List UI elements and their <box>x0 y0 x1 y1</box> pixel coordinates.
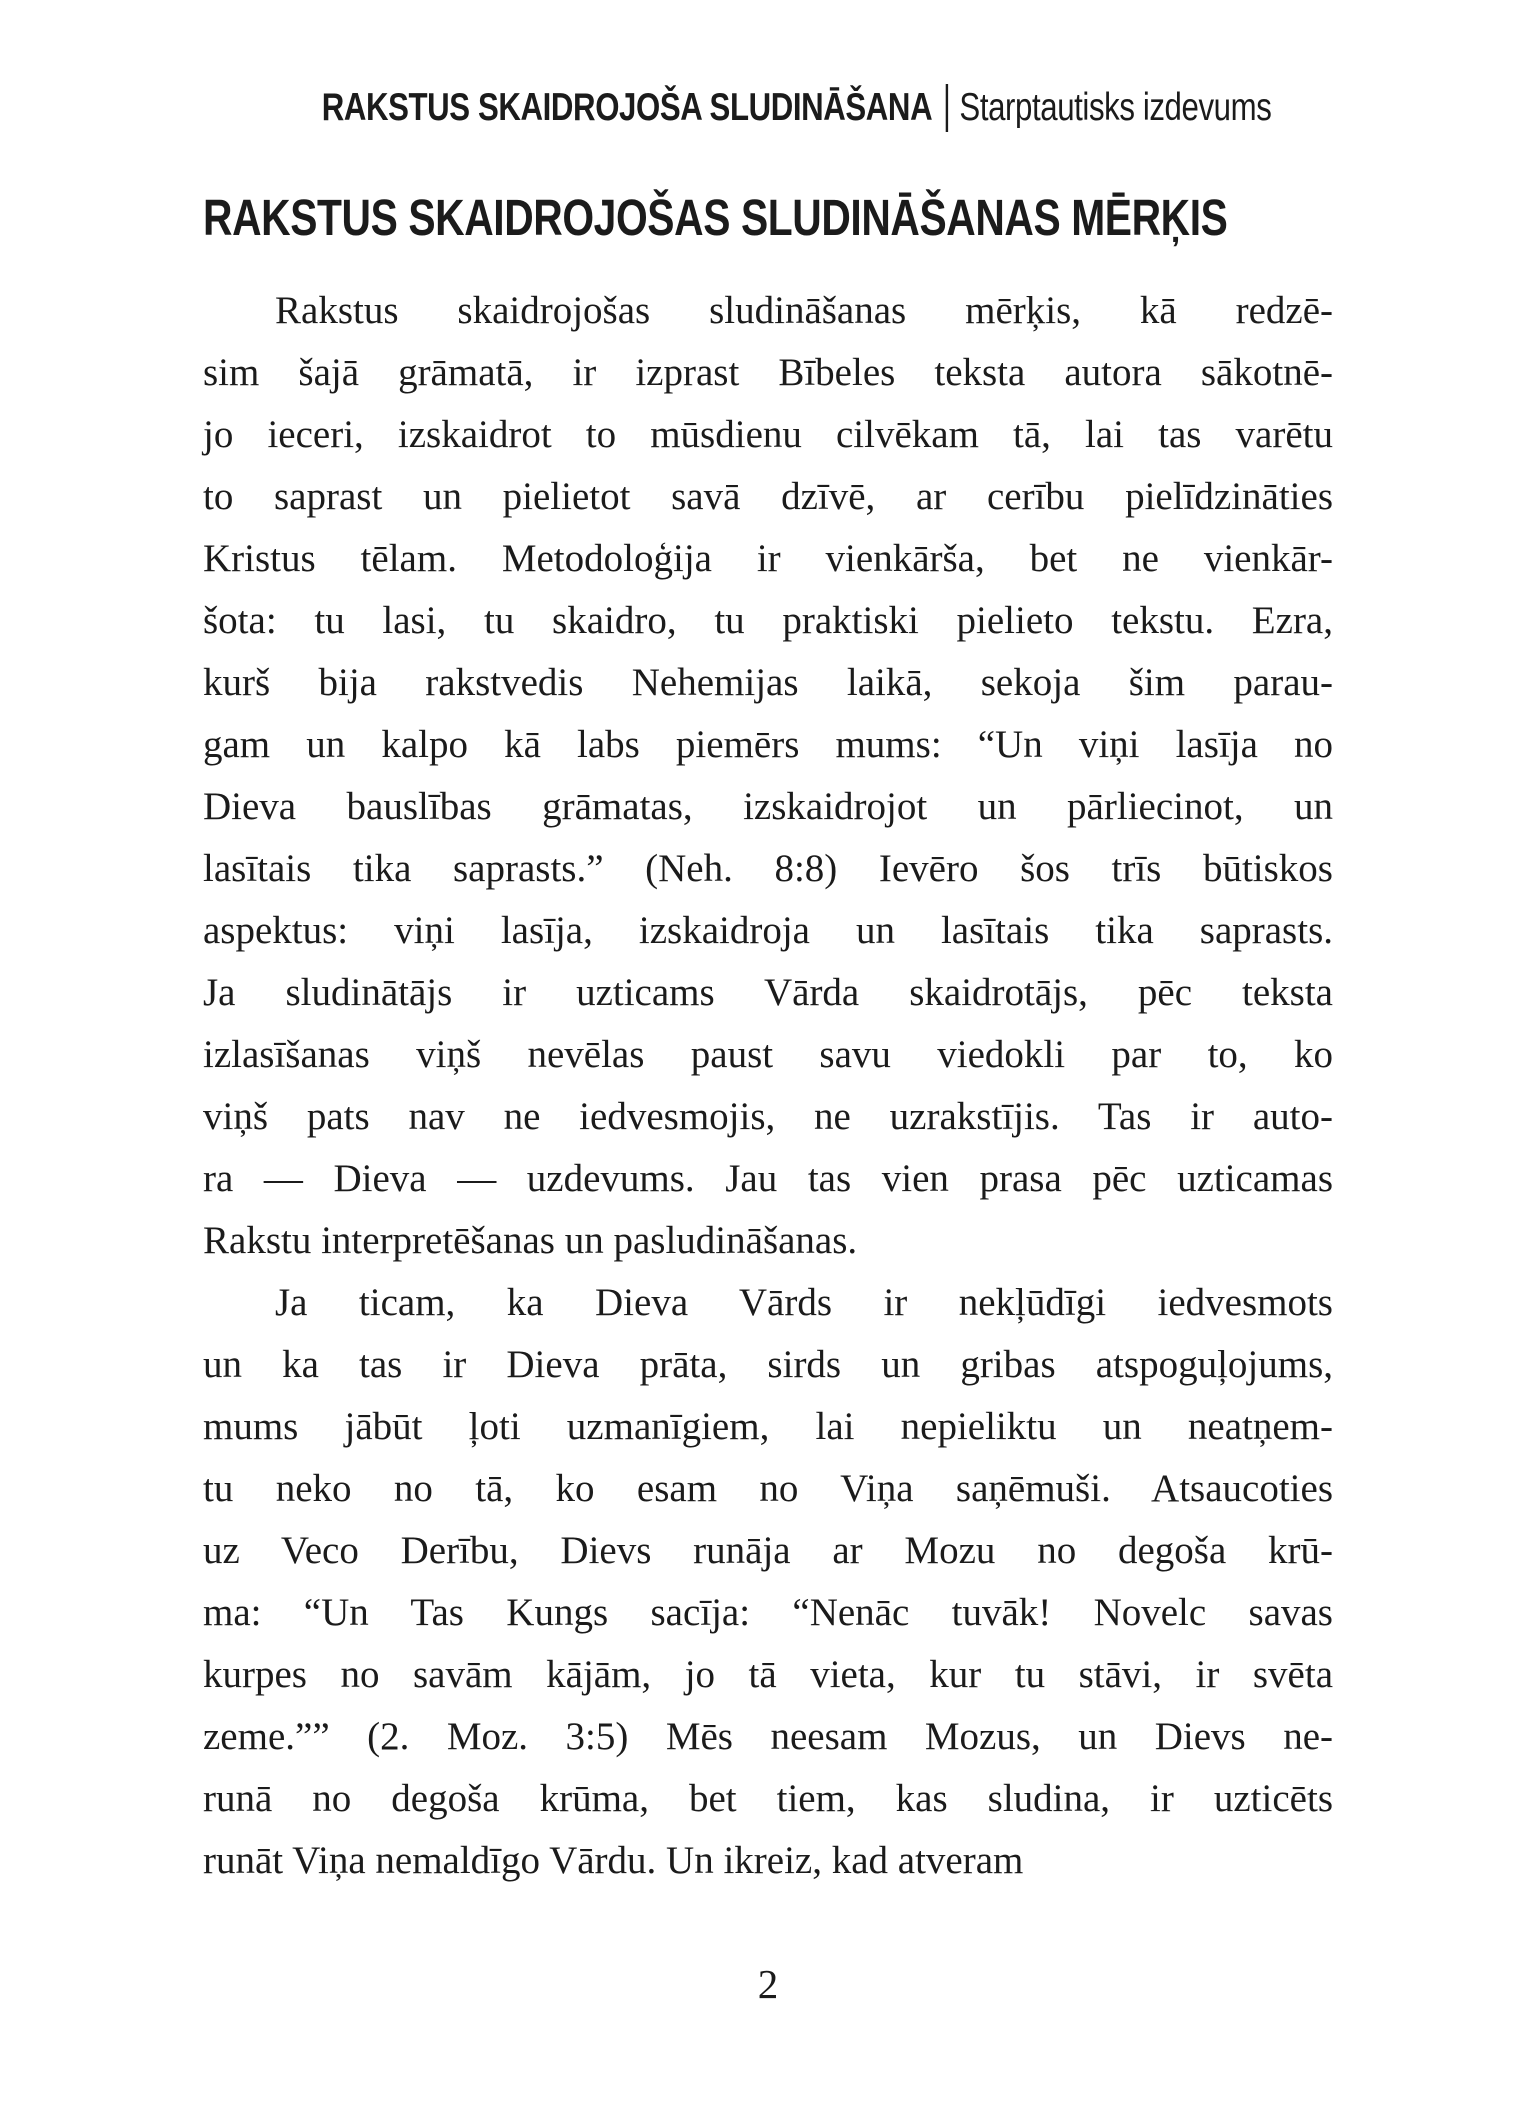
text-line: un ka tas ir Dieva prāta, sirds un gribas atspoguļojums, <box>203 1343 1333 1387</box>
header-separator-rule <box>946 84 948 132</box>
text-line: Rakstu interpretēšanas un pasludināšanas. <box>203 1219 858 1263</box>
running-header-edition: Starptautisks izdevums <box>959 86 1272 129</box>
text-line: zeme.”” (2. Moz. 3:5) Mēs neesam Mozus, un Dievs ne- <box>203 1715 1333 1759</box>
text-line: gam un kalpo kā labs piemērs mums: “Un viņi lasīja no <box>203 723 1333 767</box>
text-line: jo ieceri, izskaidrot to mūsdienu cilvēkam tā, lai tas varētu <box>203 413 1333 457</box>
page-number: 2 <box>757 1961 779 2007</box>
text-line: tu neko no tā, ko esam no Viņa saņēmuši. Atsaucoties <box>203 1467 1333 1511</box>
text-line: šota: tu lasi, tu skaidro, tu praktiski pielieto tekstu. Ezra, <box>203 599 1333 643</box>
text-line: kurš bija rakstvedis Nehemijas laikā, sekoja šim parau- <box>203 661 1333 705</box>
text-line: aspektus: viņi lasīja, izskaidroja un lasītais tika saprasts. <box>203 909 1333 953</box>
paragraph <box>203 1272 1333 1892</box>
text-line: mums jābūt ļoti uzmanīgiem, lai nepieliktu un neatņem- <box>203 1405 1333 1449</box>
text-line: Ja sludinātājs ir uzticams Vārda skaidrotājs, pēc teksta <box>203 971 1333 1015</box>
text-line: Rakstus skaidrojošas sludināšanas mērķis, kā redzē- <box>275 289 1333 333</box>
running-header-book-title: RAKSTUS SKAIDROJOŠA SLUDINĀŠANA <box>321 86 933 129</box>
text-line: ra — Dieva — uzdevums. Jau tas vien prasa pēc uzticamas <box>203 1157 1333 1201</box>
text-line: lasītais tika saprasts.” (Neh. 8:8) Ievēro šos trīs būtiskos <box>203 847 1333 891</box>
running-header-inner <box>322 84 1272 132</box>
chapter-heading: RAKSTUS SKAIDROJOŠAS SLUDINĀŠANAS MĒRĶIS <box>203 189 1228 246</box>
body-text <box>203 280 1333 1892</box>
text-line: uz Veco Derību, Dievs runāja ar Mozu no degoša krū- <box>203 1529 1333 1573</box>
running-header <box>203 84 1333 134</box>
text-line: izlasīšanas viņš nevēlas paust savu viedokli par to, ko <box>203 1033 1333 1077</box>
text-line: runā no degoša krūma, bet tiem, kas sludina, ir uzticēts <box>203 1777 1333 1821</box>
text-line: to saprast un pielietot savā dzīvē, ar cerību pielīdzināties <box>203 475 1333 519</box>
text-line: viņš pats nav ne iedvesmojis, ne uzrakstījis. Tas ir auto- <box>203 1095 1333 1139</box>
text-line: Dieva bauslības grāmatas, izskaidrojot un pārliecinot, un <box>203 785 1333 829</box>
text-line: kurpes no savām kājām, jo tā vieta, kur tu stāvi, ir svēta <box>203 1653 1333 1697</box>
text-line: runāt Viņa nemaldīgo Vārdu. Un ikreiz, kad atveram <box>203 1839 1024 1883</box>
paragraph <box>203 280 1333 1272</box>
text-line: Kristus tēlam. Metodoloģija ir vienkārša, bet ne vienkār- <box>203 537 1333 581</box>
text-line: ma: “Un Tas Kungs sacīja: “Nenāc tuvāk! Novelc savas <box>203 1591 1333 1635</box>
text-line: sim šajā grāmatā, ir izprast Bībeles teksta autora sākotnē- <box>203 351 1333 395</box>
text-line: Ja ticam, ka Dieva Vārds ir nekļūdīgi iedvesmots <box>275 1281 1333 1325</box>
